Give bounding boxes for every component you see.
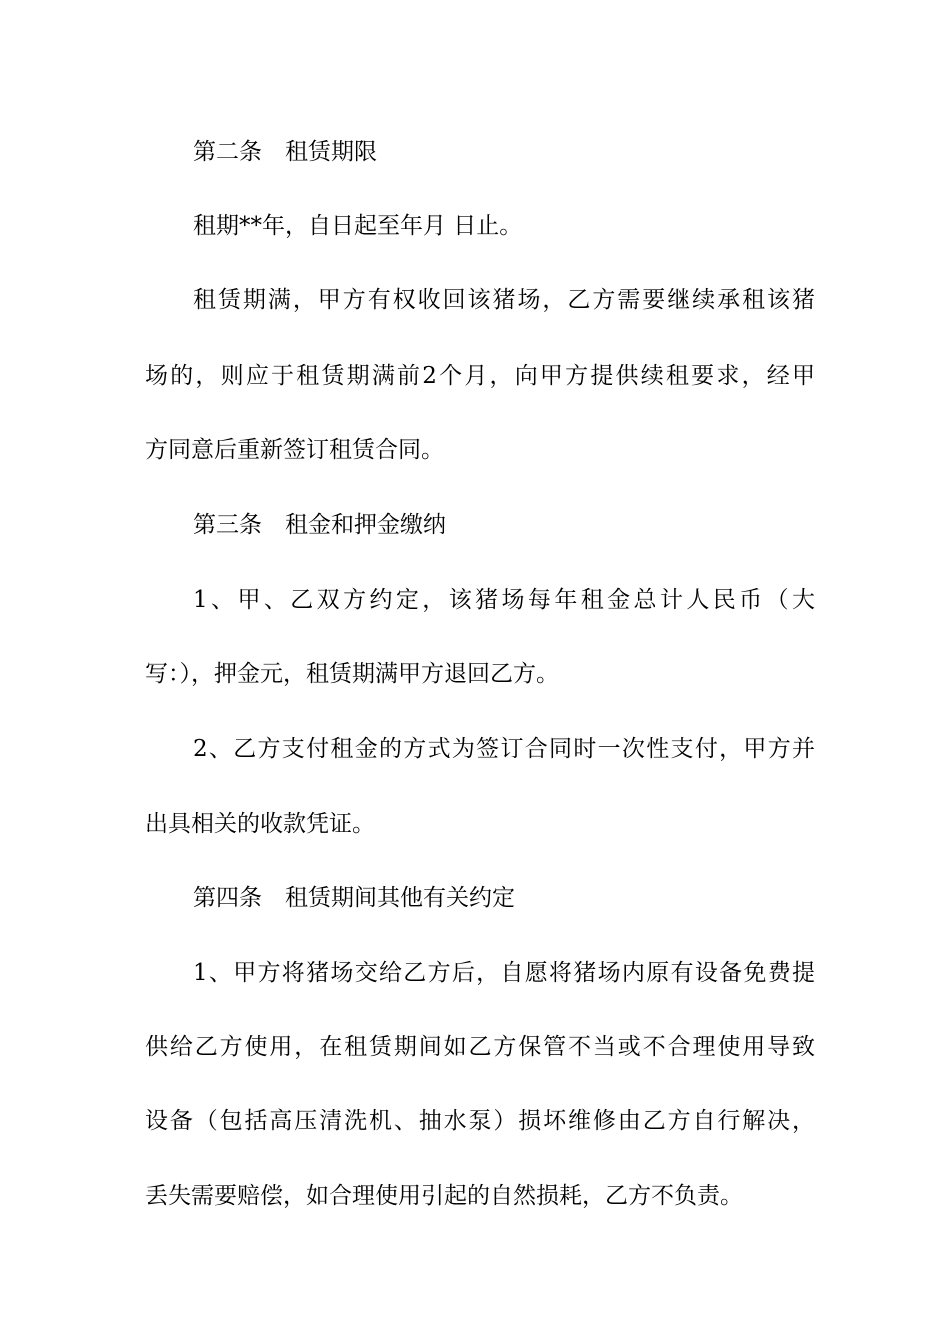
paragraph-line: 写：），押金元，租赁期满甲方退回乙方。 [145, 661, 559, 687]
paragraph-line: 租期**年，自日起至年月 日止。 [193, 213, 523, 239]
paragraph-line: 供给乙方使用，在租赁期间如乙方保管不当或不合理使用导致 [145, 1034, 815, 1060]
paragraph-line: 场的，则应于租赁期满前2个月，向甲方提供续租要求，经甲 [145, 363, 815, 389]
paragraph-line: 1、甲、乙双方约定，该猪场每年租金总计人民币（大 [193, 587, 815, 613]
article-2-heading: 第二条 租赁期限 [193, 139, 377, 165]
article-4-heading: 第四条 租赁期间其他有关约定 [193, 885, 515, 911]
paragraph-line: 出具相关的收款凭证。 [145, 811, 375, 837]
paragraph-line: 丢失需要赔偿，如合理使用引起的自然损耗，乙方不负责。 [145, 1183, 743, 1209]
paragraph-line: 方同意后重新签订租赁合同。 [145, 437, 444, 463]
paragraph-line: 1、甲方将猪场交给乙方后，自愿将猪场内原有设备免费提 [193, 960, 815, 986]
paragraph-line: 租赁期满，甲方有权收回该猪场，乙方需要继续承租该猪 [193, 287, 815, 313]
article-3-heading: 第三条 租金和押金缴纳 [193, 512, 446, 538]
paragraph-line: 2、乙方支付租金的方式为签订合同时一次性支付，甲方并 [193, 736, 815, 762]
paragraph-line: 设备（包括高压清洗机、抽水泵）损坏维修由乙方自行解决， [145, 1108, 815, 1134]
